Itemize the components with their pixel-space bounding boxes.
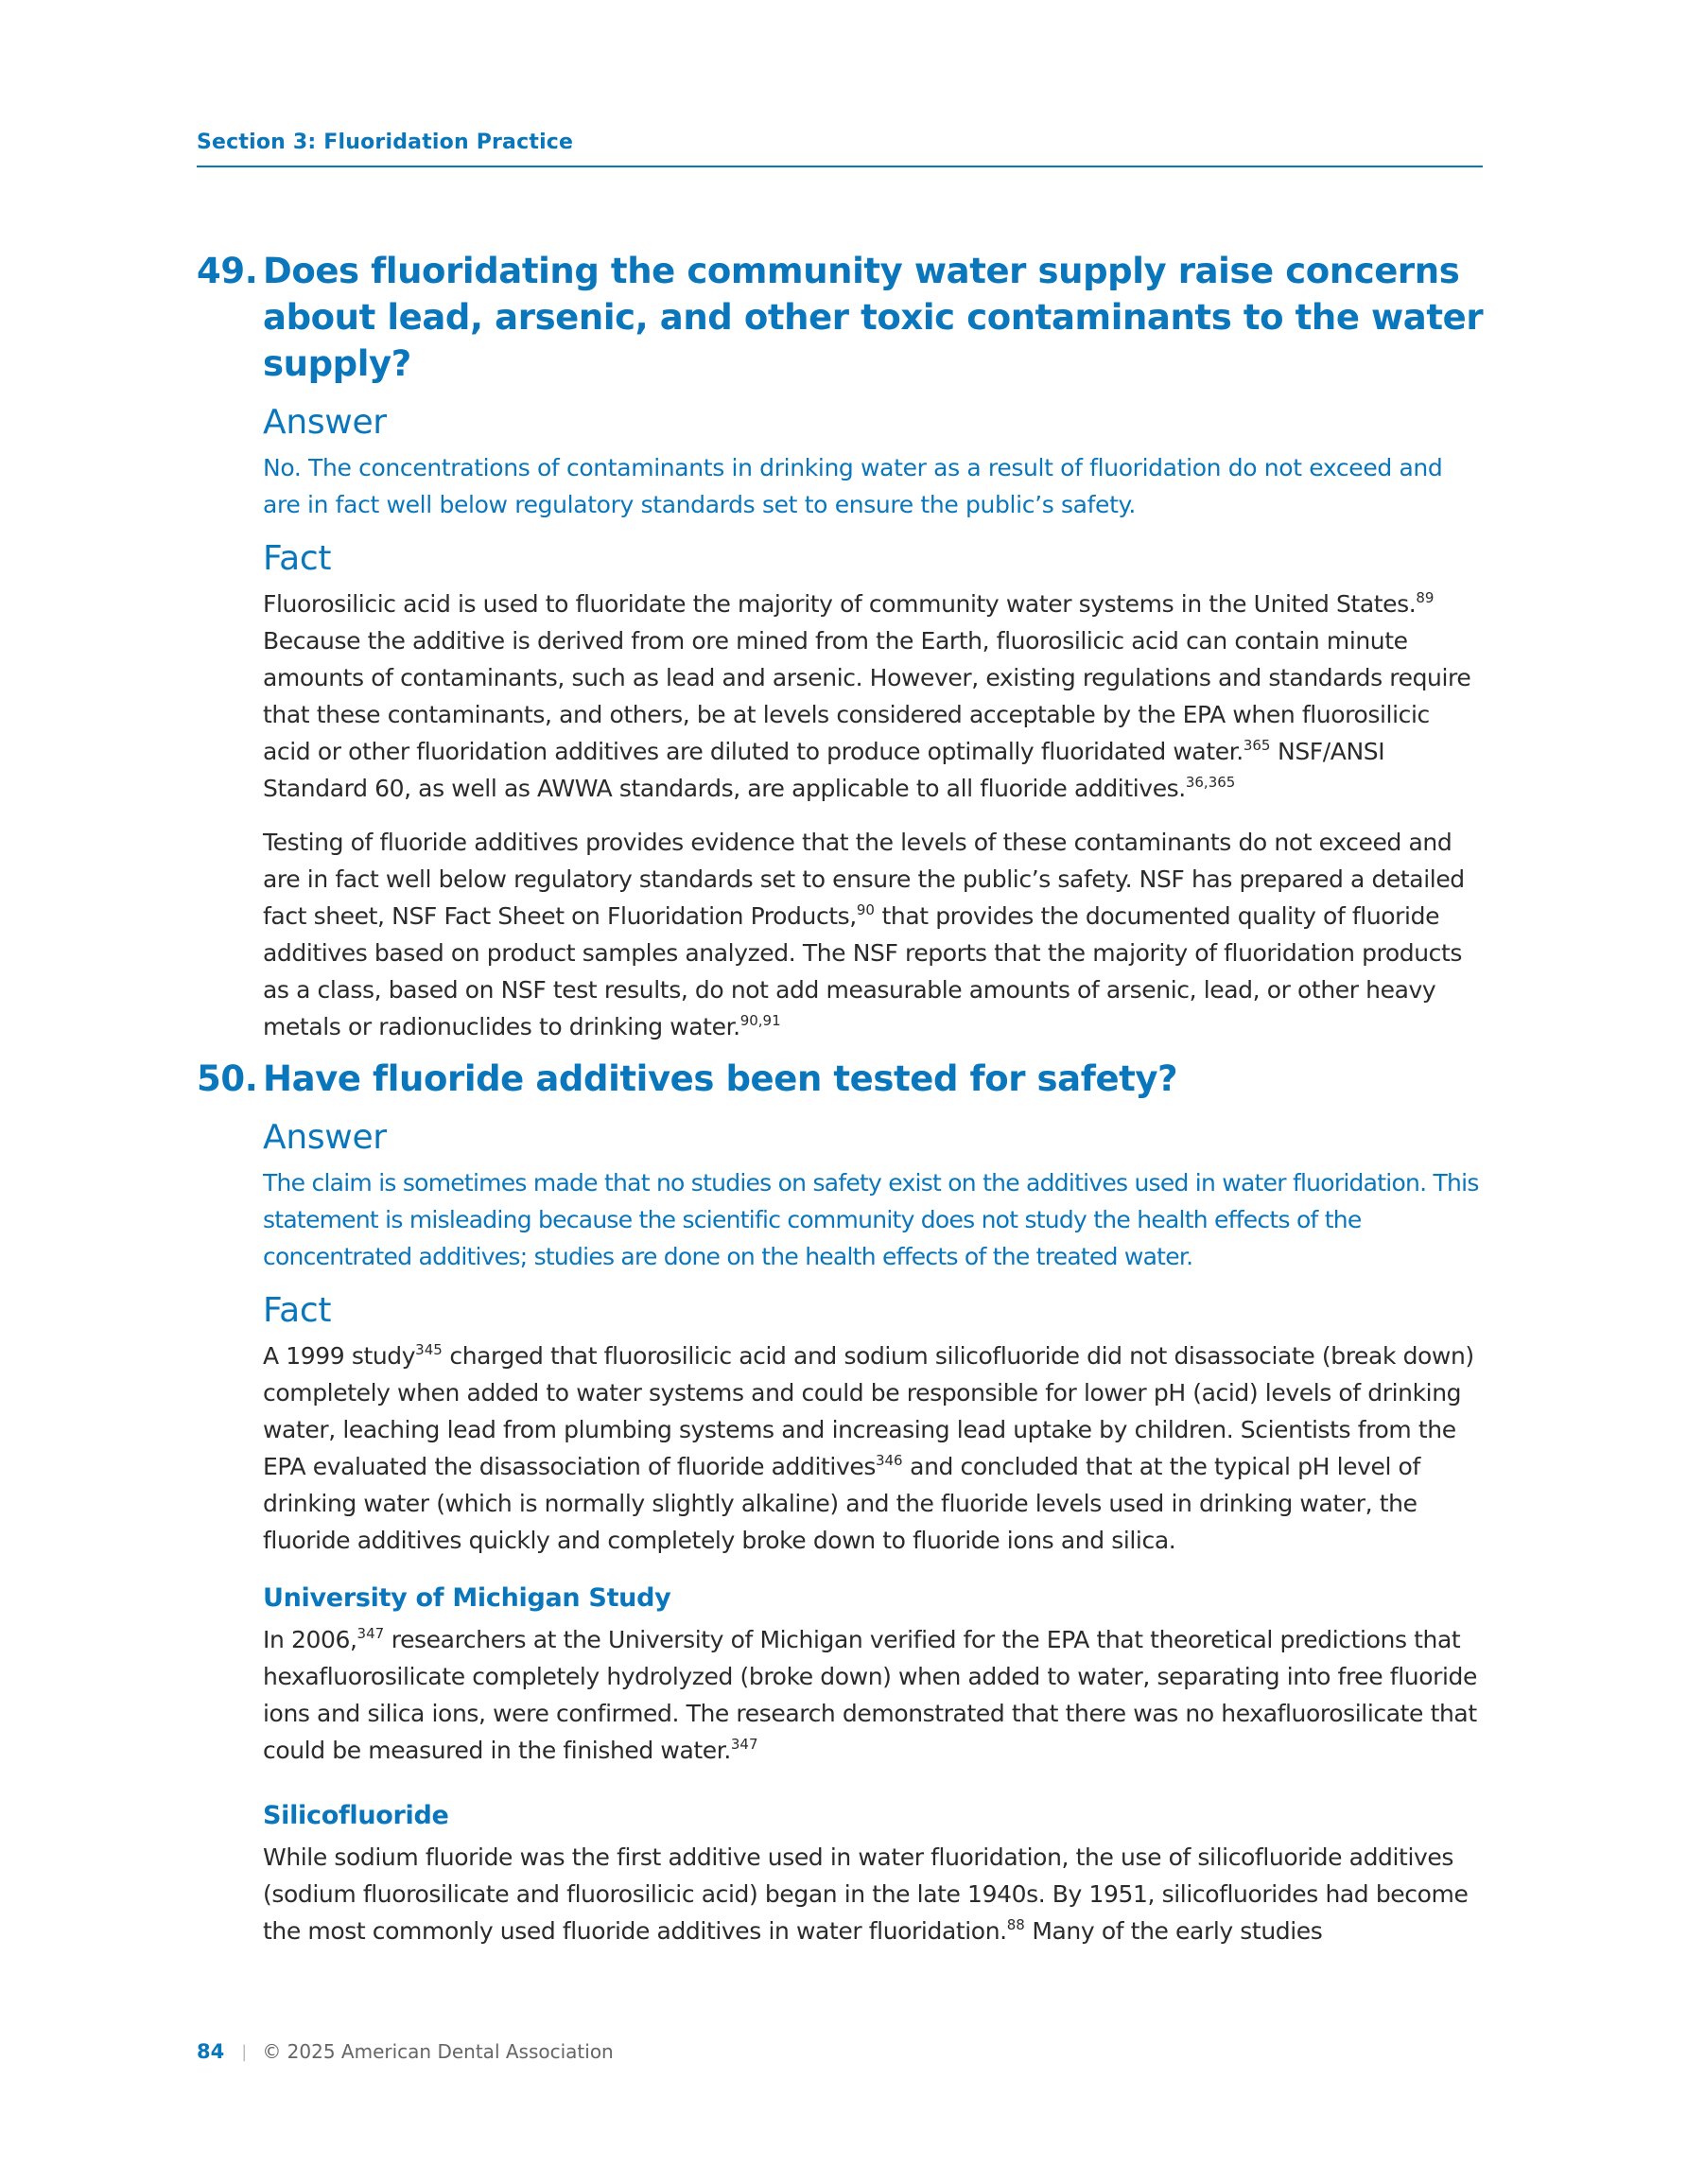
fact-heading: Fact [263,1291,332,1330]
question-50 [197,1056,1502,1949]
question-heading [197,1056,1502,1102]
question-title: Does fluoridating the community water supply raise concerns about lead, arsenic, and other toxic contaminants to the water supply? [263,251,1484,384]
question-title: Have fluoride additives been tested for safety? [263,1058,1178,1099]
answer-heading: Answer [263,1118,387,1157]
subsection-heading-michigan: University of Michigan Study [263,1583,671,1613]
fact-heading: Fact [263,539,332,578]
fact-paragraph: Fluorosilicic acid is used to fluoridate the majority of community water systems in the United States.$^{89}$ Because the additive is derived from ore mined from the Earth, fluorosilicic acid can contain minute amounts of contaminants, such as lead and arsenic. However, existing regulations and standards require that these contaminants, and others, be at levels considered acceptable by the EPA when fluorosilicic acid or other fluoridation additives are diluted to produce optimally fluoridated water.$^{365}$ NSF/ANSI Standard 60, as well as AWWA standards, are applicable to all fluoride additives.$^{36,365}$ [263,589,1471,802]
citation-superscript: 365 [1243,737,1271,754]
fact-paragraph: Testing of fluoride additives provides evidence that the levels of these contaminants do not exceed and are in fact well below regulatory standards set to ensure the public’s safety. NSF has prepared a detailed fact sheet, NSF Fact Sheet on Fluoridation Products,$^{90}$ that provides the documented quality of fluoride additives based on product samples analyzed. The NSF reports that the majority of fluoridation products as a class, based on NSF test results, do not add measurable amounts of arsenic, lead, or other heavy metals or radionuclides to drinking water.$^{90,91}$ [263,829,1465,1040]
citation-superscript: 36,365 [1185,774,1236,791]
answer-text: The claim is sometimes made that no studies on safety exist on the additives used in water fluoridation. This statement is misleading because the scientific community does not study the health effects of the concentrated additives; studies are done on the health effects of the treated water. [263,1169,1479,1270]
fact-paragraph: A 1999 study$^{345}$ charged that fluorosilicic acid and sodium silicofluoride did not disassociate (break down) completely when added to water systems and could be responsible for lower pH (acid) levels of drinking water, leaching lead from plumbing systems and increasing lead uptake by children. Scientists from the EPA evaluated the disassociation of fluoride additives$^{346}$ and concluded that at the typical pH level of drinking water (which is normally slightly alkaline) and the fluoride levels used in drinking water, the fluoride additives quickly and completely broke down to fluoride ions and silica. [263,1341,1474,1554]
citation-superscript: 347 [730,1736,758,1753]
subsection-heading-silicofluoride: Silicofluoride [263,1801,449,1830]
answer-text: No. The concentrations of contaminants in drinking water as a result of fluoridation do not exceed and are in fact well below regulatory standards set to ensure the public’s safety. [263,454,1443,518]
citation-superscript: 89 [1416,589,1435,606]
footer-separator: | [241,2041,248,2062]
page-number: 84 [197,2040,225,2063]
question-number: 49. [197,251,258,291]
question-49 [197,248,1502,1045]
subsection-paragraph: In 2006,$^{347}$ researchers at the University of Michigan verified for the EPA that theoretical predictions that hexafluorosilicate completely hydrolyzed (broke down) when added to water, separating into free fluoride ions and silica ions, were confirmed. The research demonstrated that there was no hexafluorosilicate that could be measured in the finished water.$^{347}$ [263,1625,1477,1764]
section-title: Section 3: Fluoridation Practice [197,131,574,154]
citation-superscript: 346 [875,1452,903,1469]
citation-superscript: 347 [357,1625,385,1642]
subsection-paragraph: While sodium fluoride was the first additive used in water fluoridation, the use of silicofluoride additives (sodium fluorosilicate and fluorosilicic acid) began in the late 1940s. By 1951, silicofluorides had become the most commonly used fluoride additives in water fluoridation.$^{88}$ Many of the early studies [263,1843,1469,1945]
running-header [197,131,1483,167]
header-rule [197,166,1483,167]
citation-superscript: 90,91 [739,1012,781,1029]
copyright: © 2025 American Dental Association [262,2040,614,2063]
citation-superscript: 90 [856,901,875,918]
citation-superscript: 88 [1006,1916,1025,1933]
answer-heading: Answer [263,403,387,442]
citation-superscript: 345 [415,1341,443,1358]
page-footer [197,2040,614,2063]
question-heading [197,248,1502,387]
question-number: 50. [197,1058,258,1099]
